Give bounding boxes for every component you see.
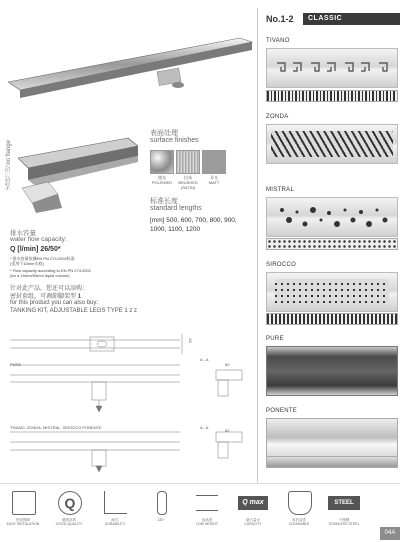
product-label-sirocco: SIROCCO [266,262,297,268]
flow-note-en-1: * Flow capacity according to EN PN 274:2002 [10,268,91,273]
dim-60: 60 [225,362,230,367]
dim-95: 95 [187,338,193,343]
cleaning-icon [288,491,312,515]
lengths-values-1: [mm] 500, 600, 700, 800, 900, [150,217,237,224]
flow-note-en-2: (for a 15mm/50mm liquid column) [10,273,70,278]
grate-pure [266,346,398,396]
footer-label-quality: 優質品質 GOOD QUALITY [55,518,83,526]
grate-sirocco [266,272,398,312]
lengths-values-2: 1000, 1100, 1200 [150,226,201,233]
brushed-swatch [176,150,200,174]
page-number: 04A [380,527,400,540]
finishes-title-cn: 表面处理 [150,130,178,137]
also-buy-cn: 针对此产品，您还可以添购： [10,286,89,292]
technical-drawings [10,320,255,475]
tivano-drawing-label: TIVANO, ZONDA, MISTRAL, SIROCCO PONENTE [10,425,102,430]
footer-label-installation: 密封保障 EASY INSTALATION [6,518,40,526]
footer-label-temperature: 120° [157,518,165,522]
dim-62: 62 [225,428,230,433]
polished-swatch [150,150,174,174]
thermometer-icon [157,491,167,515]
flow-title-en: water flow capacity: [10,236,67,243]
finish-label-brushed: 拉丝 BRUSHED (SATIN) [178,175,198,190]
footer-divider [0,483,400,484]
footer-label-steel: 不锈钢 STAINLESS STEEL [328,518,360,526]
matt-swatch [202,150,226,174]
durability-icon [104,491,127,514]
strip-ponente [266,456,398,468]
pure-drawing-label: PURE [10,362,22,367]
grate-zonda [266,124,398,164]
strip-mistral [266,238,398,250]
strip-sirocco [266,313,398,325]
also-buy-en-2: TANKING KIT, ADJUSTABLE LEGS TYPE 1 z z [10,308,138,314]
product-label-ponente: PONENTE [266,408,298,414]
strip-tivano [266,90,398,102]
installation-icon [12,491,36,515]
footer-label-cleanable: 易於清洗 CLEANABLE [288,518,310,526]
finishes-title-en: surface finishes [150,137,199,144]
lengths-title-cn: 标准长度 [150,198,178,205]
finish-label-matt: 亚光 MATT [208,175,220,185]
grate-tivano [266,48,398,88]
flow-note-cn-1: * 排水容量依據EN PN 274:2002标准 [10,256,75,261]
footer-label-durability: 耐久 DURABILITY [104,518,126,526]
model-number: No.1-2 [266,14,294,24]
product-label-zonda: ZONDA [266,114,289,120]
section-label-2: A - A [200,425,209,430]
low-height-icon [196,495,218,511]
finish-label-polished: 镜光 POLISHED [151,175,173,185]
product-label-pure: PURE [266,336,284,342]
drain-closeup-image [18,128,138,213]
drain-product-image [8,20,258,100]
flow-value: Q [l/min] 26/50* [10,246,61,253]
footer-label-low-height: 低高度 LOW HEIGHT [195,518,219,526]
series-label: CLASSIC [308,15,343,22]
product-label-mistral: MISTRAL [266,187,295,193]
section-label-1: A - A [200,357,209,362]
also-buy-en: for this product you can also buy: [10,300,99,306]
flow-title-cn: 排水容量 [10,230,36,237]
also-buy-cn-2: 密封套组，可调節腳架型 1 [10,294,82,300]
quality-icon: Q [58,491,82,515]
footer-label-capacity: 最大量水 CAPACITY [244,518,262,526]
stainless-steel-icon: STEEL [328,496,360,510]
flow-note-cn-2: (适用于15mm水枕) [10,261,44,266]
lengths-title-en: standard lengths [150,205,202,212]
product-label-tivano: TIVANO [266,38,290,44]
capacity-icon: Q max [238,496,268,510]
side-note: 无法兰边 no flange [6,140,12,191]
grate-mistral [266,197,398,237]
